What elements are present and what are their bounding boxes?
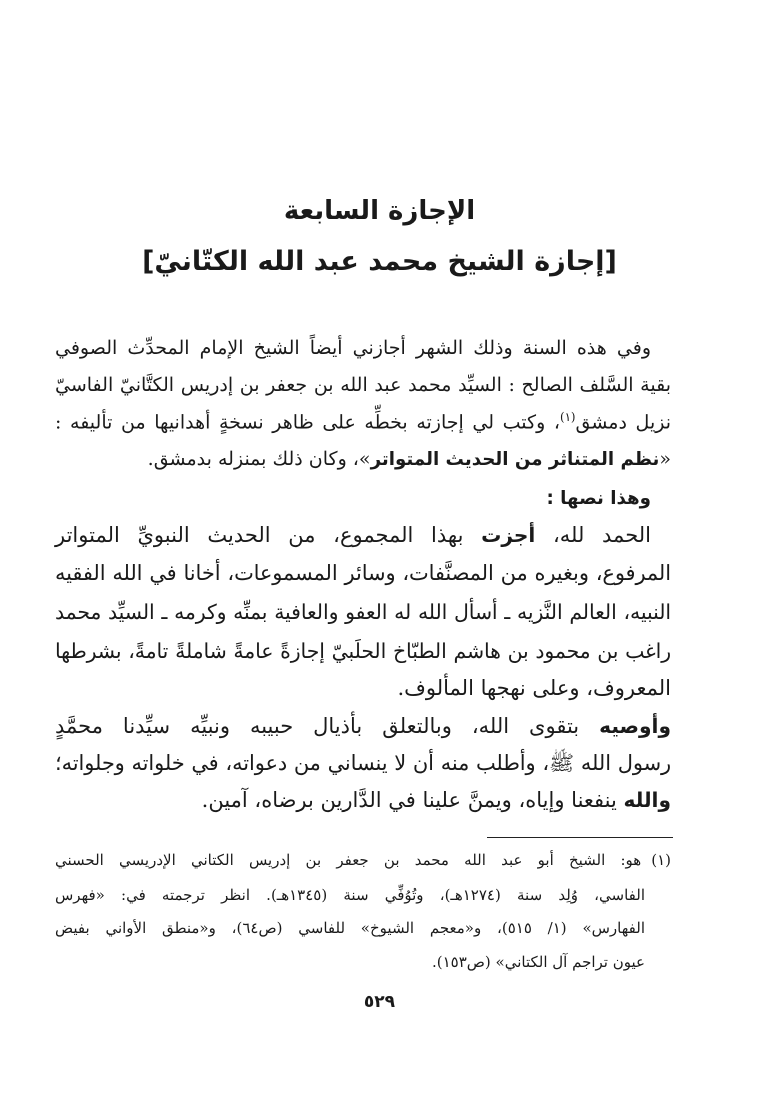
ijaza-line-1: الحمد لله، أجزت بهذا المجموع، من الحديث النبويِّ المتواتر — [55, 523, 651, 547]
intro-line-4: «نظم المتناثر من الحديث المتواتر»، وكان ذلك بمنزله بدمشق. — [147, 448, 671, 470]
ijaza-line-8: والله ينفعنا وإياه، ويمنَّ علينا في الدَّارين برضاه، آمين. — [201, 788, 671, 812]
footnote-reference[interactable]: (١) — [560, 410, 576, 424]
page-number: ٥٢٩ — [363, 992, 396, 1012]
ijaza-line-3: النبيه، العالم النَّزيه ـ أسأل الله له العفو والعافية بمنِّه وكرمه ـ السيِّد محمد — [55, 600, 671, 624]
ijaza-line-4: راغب بن محمود بن هاشم الطبّاخ الحلَبيّ إجازةً عامةً شاملةً تامةً، بشرطها — [55, 639, 671, 663]
intro-line-2: بقية السَّلف الصالح : السيِّد محمد عبد الله بن جعفر بن إدريس الكتَّانيّ الفاسيّ — [55, 374, 671, 396]
intro-line-1: وفي هذه السنة وذلك الشهر أجازني أيضاً الشيخ الإمام المحدِّث الصوفي — [55, 337, 651, 359]
footnote-line-2: الفاسي، وُلِد سنة (١٢٧٤هـ)، وتُوُفِّي سنة (١٣٤٥هـ). انظر ترجمته في: «فهرس — [55, 886, 645, 904]
ijaza-line-6: وأوصيه بتقوى الله، وبالتعلق بأذيال حبيبه ونبيِّه سيِّدنا محمَّدٍ — [55, 714, 671, 738]
footnote-line-4: عيون تراجم آل الكتاني» (ص١٥٣). — [431, 953, 645, 971]
book-title: نظم المتناثر من الحديث المتواتر — [370, 449, 660, 470]
ijaza-line-5: المعروف، وعلى نهجها المألوف. — [397, 676, 671, 700]
footnote-line-3: الفهارس» (١/ ٥١٥)، و«معجم الشيوخ» للفاسي (ص٦٤)، و«منطق الأواني بفيض — [55, 919, 645, 937]
chapter-title: الإجازة السابعة — [283, 196, 476, 226]
ijaza-keyword: أجزت — [481, 523, 536, 547]
text-heading: وهذا نصها : — [546, 488, 651, 509]
footnote-line-1: (١)هو: الشيخ أبو عبد الله محمد بن جعفر بن إدريس الكتاني الإدريسي الحسني — [55, 851, 671, 869]
ijaza-line-7: رسول الله ﷺ، وأطلب منه أن لا ينساني من دعواته، في خلواته وجلواته؛ — [55, 751, 671, 775]
intro-line-3: نزيل دمشق$^{(١)}$، وكتب لي إجازته بخطِّه على ظاهر نسخةٍ أهدانيها من تأليفه : — [55, 410, 672, 434]
footnote-separator — [487, 837, 673, 838]
chapter-subtitle: [إجازة الشيخ محمد عبد الله الكتّانيّ] — [142, 246, 617, 277]
footnote-number: (١) — [651, 851, 671, 869]
ijaza-line-2: المرفوع، وبغيره من المصنَّفات، وسائر المسموعات، أخانا في الله الفقيه — [55, 561, 671, 585]
